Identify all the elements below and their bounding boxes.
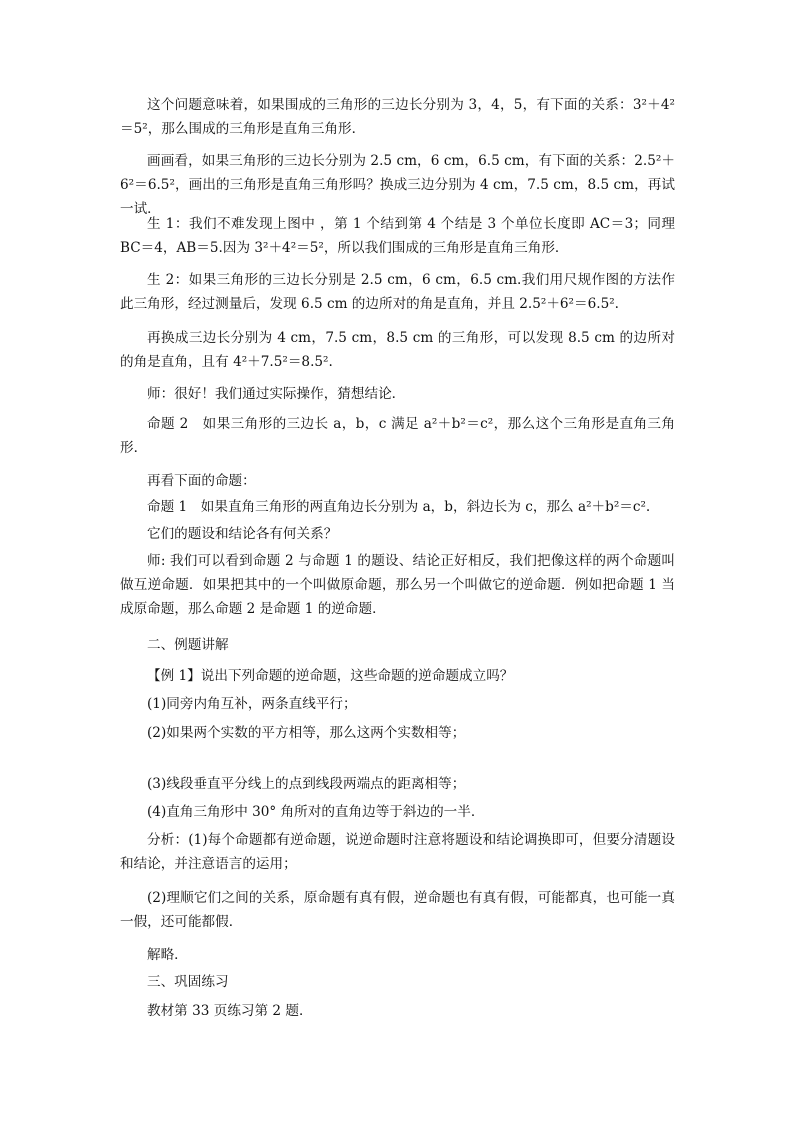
paragraph-4: 生 2：如果三角形的三边长分别是 2.5 cm，6 cm，6.5 cm.我们用尺规作图的方法作此三角形，经过测量后，发现 6.5 cm 的边所对的角是直角，并且 2.5²＋6²＝6.5². xyxy=(120,272,675,312)
paragraph-11: 师: 我们可以看到命题 2 与命题 1 的题设、结论正好相反，我们把像这样的两个命题叫做互逆命题．如果把其中的一个叫做原命题，那么另一个叫做它的逆命题．例如把命题 1 当成原命题，那么命题 2 是命题 1 的逆命题． xyxy=(120,553,675,617)
solution-omitted: 解略． xyxy=(147,947,188,963)
example-item-2: (2)如果两个实数的平方相等，那么这两个实数相等； xyxy=(147,725,466,741)
proposition-1: 命题 1 如果直角三角形的两直角边长分别为 a，b，斜边长为 c，那么 a²＋b²＝c². xyxy=(147,499,651,515)
example-item-1: (1)同旁内角互补，两条直线平行； xyxy=(147,696,357,712)
paragraph-1: 这个问题意味着，如果围成的三角形的三边长分别为 3，4，5，有下面的关系：3²＋4²＝5²，那么围成的三角形是直角三角形． xyxy=(120,97,675,137)
paragraph-6: 师：很好！我们通过实际操作，猜想结论． xyxy=(147,386,406,402)
analysis-1: 分析：(1)每个命题都有逆命题，说逆命题时注意将题设和结论调换即可，但要分清题设和结论，并注意语言的运用； xyxy=(120,832,675,872)
example-1-title: 【例 1】说出下列命题的逆命题，这些命题的逆命题成立吗？ xyxy=(147,668,514,684)
proposition-2: 命题 2 如果三角形的三边长 a，b，c 满足 a²＋b²＝c²，那么这个三角形是直角三角形． xyxy=(120,416,675,456)
paragraph-10: 它们的题设和结论各有何关系？ xyxy=(147,526,338,542)
example-item-3: (3)线段垂直平分线上的点到线段两端点的距离相等； xyxy=(147,776,466,792)
section-heading-practice: 三、巩固练习 xyxy=(147,974,229,990)
paragraph-5: 再换成三边长分别为 4 cm，7.5 cm，8.5 cm 的三角形，可以发现 8.5 cm 的边所对的角是直角，且有 4²＋7.5²＝8.5². xyxy=(120,330,675,370)
paragraph-8: 再看下面的命题： xyxy=(147,473,256,489)
analysis-2: (2)理顺它们之间的关系，原命题有真有假，逆命题也有真有假，可能都真，也可能一真一假，还可能都假． xyxy=(120,890,675,930)
section-heading-examples: 二、例题讲解 xyxy=(147,637,229,653)
practice-item: 教材第 33 页练习第 2 题． xyxy=(147,1003,313,1019)
paragraph-3: 生 1：我们不难发现上图中 ，第 1 个结到第 4 个结是 3 个单位长度即 AC＝3；同理 BC＝4，AB＝5.因为 3²＋4²＝5²，所以我们围成的三角形是直角三角形． xyxy=(120,216,675,256)
example-item-4: (4)直角三角形中 30° 角所对的直角边等于斜边的一半． xyxy=(147,804,485,820)
paragraph-2: 画画看，如果三角形的三边长分别为 2.5 cm，6 cm，6.5 cm，有下面的关系：2.5²＋6²＝6.5²，画出的三角形是直角三角形吗？换成三边分别为 4 cm，7.5 cm，8.5 cm，再试一试． xyxy=(120,153,675,217)
